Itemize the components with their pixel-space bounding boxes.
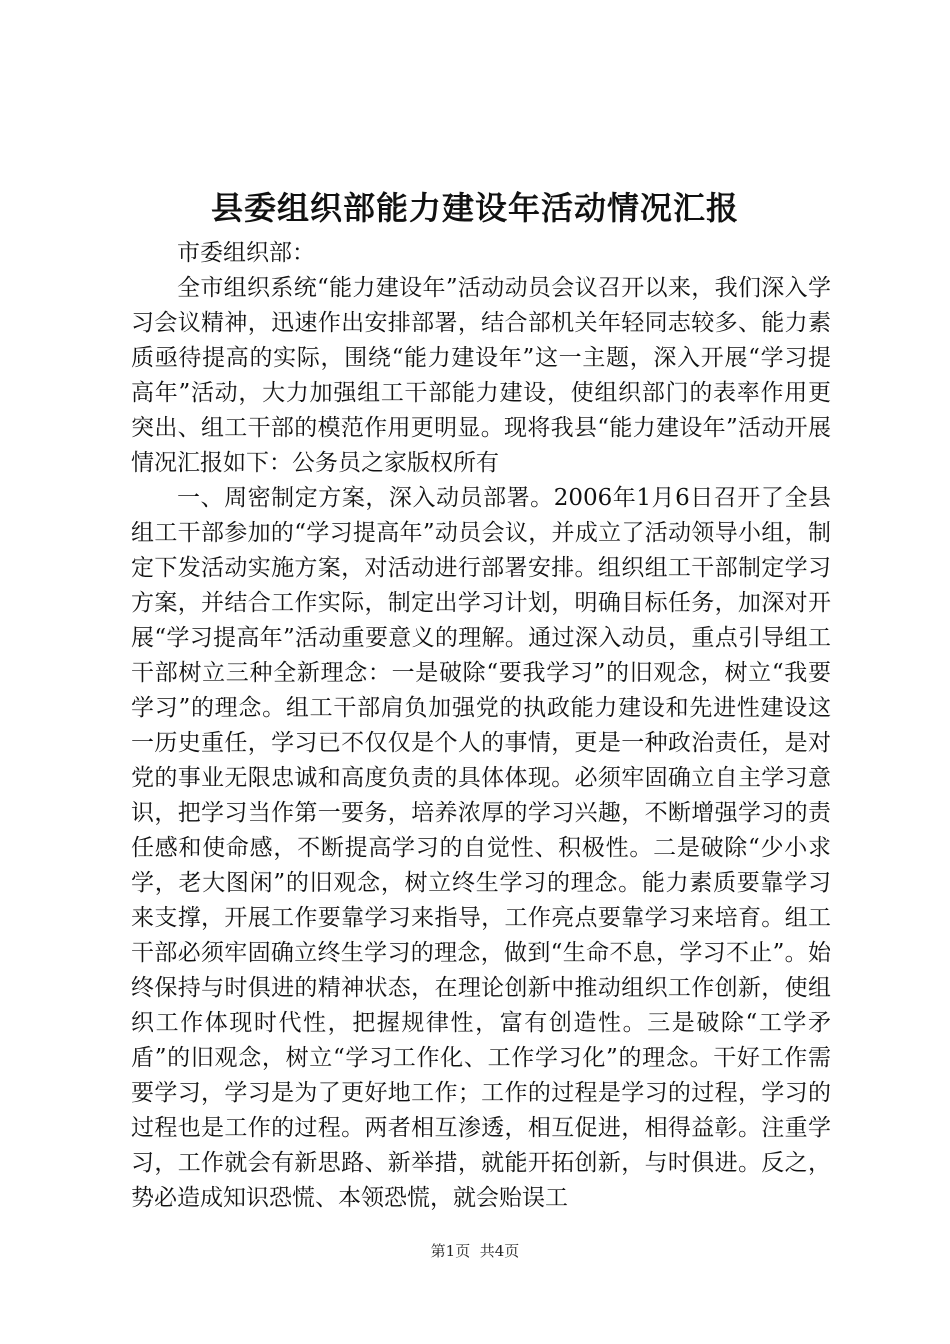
document-body [131, 236, 831, 1216]
paragraph-intro: 全市组织系统“能力建设年”活动动员会议召开以来，我们深入学习会议精神，迅速作出安排部署，结合部机关年轻同志较多、能力素质亟待提高的实际，围绕“能力建设年”这一主题，深入开展“学习提高年”活动，大力加强组工干部能力建设，使组织部门的表率作用更突出、组工干部的模范作用更明显。现将我县“能力建设年”活动开展情况汇报如下：公务员之家版权所有 [131, 275, 831, 476]
paragraph-section-one: 一、周密制定方案，深入动员部署。2006年1月6日召开了全县组工干部参加的“学习提高年”动员会议，并成立了活动领导小组，制定下发活动实施方案，对活动进行部署安排。组织组工干部制定学习方案，并结合工作实际，制定出学习计划，明确目标任务，加深对开展“学习提高年”活动重要意义的理解。通过深入动员，重点引导组工干部树立三种全新理念：一是破除“要我学习”的旧观念，树立“我要学习”的理念。组工干部肩负加强党的执政能力建设和先进性建设这一历史重任，学习已不仅仅是个人的事情，更是一种政治责任，是对党的事业无限忠诚和高度负责的具体体现。必须牢固确立自主学习意识，把学习当作第一要务，培养浓厚的学习兴趣，不断增强学习的责任感和使命感，不断提高学习的自觉性、积极性。二是破除“少小求学，老大图闲”的旧观念，树立终生学习的理念。能力素质要靠学习来支撑，开展工作要靠学习来指导，工作亮点要靠学习来培育。组工干部必须牢固确立终生学习的理念，做到“生命不息，学习不止”。始终保持与时俱进的精神状态，在理论创新中推动组织工作创新，使组织工作体现时代性，把握规律性，富有创造性。三是破除“工学矛盾”的旧观念，树立“学习工作化、工作学习化”的理念。干好工作需要学习，学习是为了更好地工作；工作的过程是学习的过程，学习的过程也是工作的过程。两者相互渗透，相互促进，相得益彰。注重学习，工作就会有新思路、新举措，就能开拓创新，与时俱进。反之，势必造成知识恐慌、本领恐慌，就会贻误工 [131, 485, 831, 1211]
page-total: 共4页 [479, 1242, 520, 1260]
page-footer [0, 1241, 950, 1261]
salutation: 市委组织部： [177, 240, 315, 266]
document-title: 县委组织部能力建设年活动情况汇报 [210, 189, 739, 227]
page-number: 第1页 [430, 1242, 471, 1260]
